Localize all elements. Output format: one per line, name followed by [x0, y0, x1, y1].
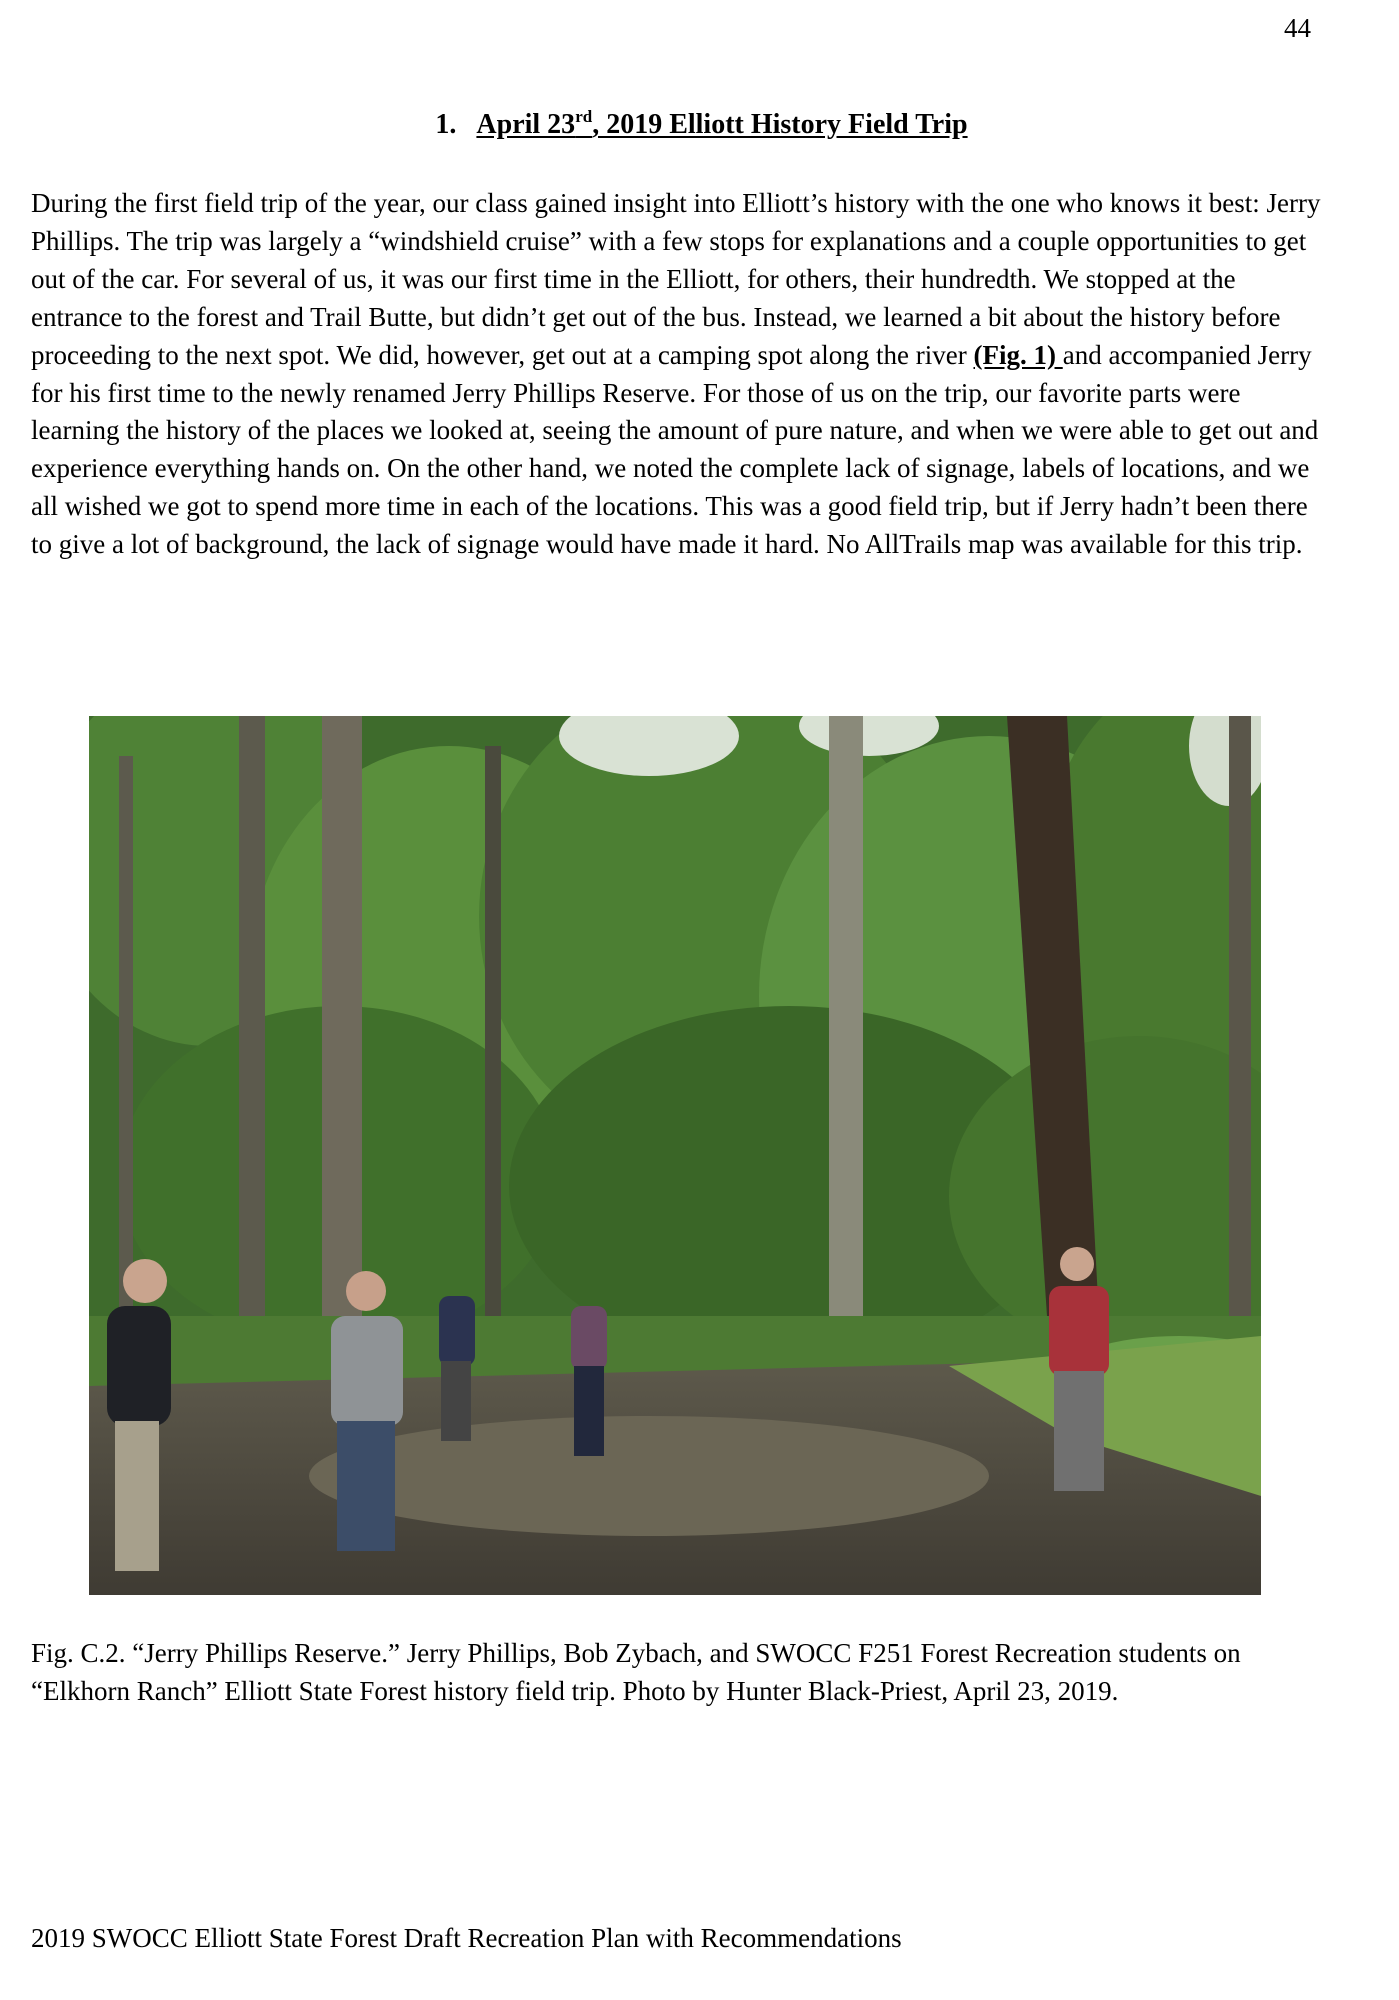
heading-rest: , 2019 Elliott History Field Trip [592, 109, 968, 140]
heading-date: April 23 [476, 109, 576, 140]
section-title [476, 109, 967, 140]
section-number: 1. [435, 109, 457, 140]
section-heading [0, 106, 1399, 147]
figure-reference-link[interactable]: (Fig. 1) [973, 339, 1063, 370]
body-text-part2: and accompanied Jerry for his first time to the newly renamed Jerry Phillips Reserve. For those of us on the trip, our favorite parts were learning the history of the places we looked at, seeing the amount of pure nature, and when we were able to get out and experience everything hands on. On the other hand, we noted the complete lack of signage, labels of locations, and we all wished we got to spend more time in each of the locations. This was a good field trip, but if Jerry hadn’t been there to give a lot of background, the lack of signage would have made it hard. No AllTrails map was available for this trip. [31, 339, 1319, 560]
body-text-part1: During the first field trip of the year, our class gained insight into Elliott’s history with the one who knows it best: Jerry Phillips. The trip was largely a “windshield cruise” with a few stops for explanations and a couple opportunities to get out of the car. For several of us, it was our first time in the Elliott, for others, their hundredth. We stopped at the entrance to the forest and Trail Butte, but didn’t get out of the bus. Instead, we learned a bit about the history before proceeding to the next spot. We did, however, get out at a camping spot along the river [31, 188, 1321, 370]
page-number: 44 [1284, 13, 1311, 43]
page-footer: 2019 SWOCC Elliott State Forest Draft Recreation Plan with Recommendations [31, 1923, 902, 1953]
heading-date-suffix: rd [575, 107, 593, 126]
forest-field-trip-photo [89, 716, 1261, 1595]
body-paragraph [31, 185, 1331, 564]
figure-caption: Fig. C.2. “Jerry Phillips Reserve.” Jerry Phillips, Bob Zybach, and SWOCC F251 Forest Recreation students on “Elkhorn Ranch” Elliott State Forest history field trip. Photo by Hunter Black-Priest, April 23, 2019. [31, 1638, 1241, 1706]
